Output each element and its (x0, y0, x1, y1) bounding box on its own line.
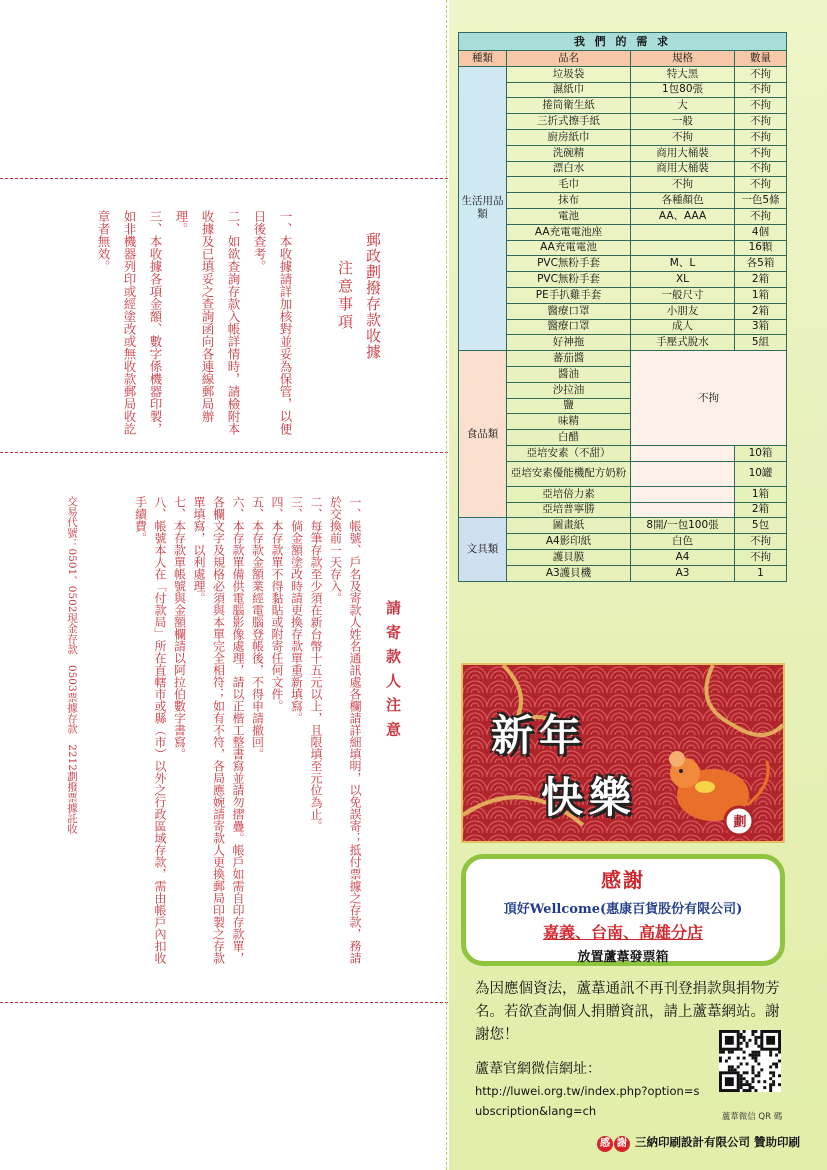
table-cell: PE手扒雞手套 (507, 287, 631, 303)
category-food: 食品類 (459, 351, 507, 518)
table-cell: 不拘 (735, 114, 787, 130)
table-cell (631, 240, 735, 256)
banner-seal: 劃 (733, 815, 747, 830)
banner-line1: 新年 (491, 711, 588, 760)
table-cell: 抹布 (507, 193, 631, 209)
table-cell: 白色 (631, 534, 735, 550)
table-row (459, 240, 787, 256)
table-row (459, 272, 787, 288)
table-cell (631, 445, 735, 461)
needs-panel (449, 0, 827, 1170)
table-cell: 白醋 (507, 430, 631, 446)
table-cell: 1包80張 (631, 82, 735, 98)
banner-line2: 快樂 (541, 773, 638, 822)
thanks-company: 頂好Wellcome(惠康百貨股份有限公司) (503, 902, 743, 917)
table-row (459, 486, 787, 502)
depositor-note-1: 一、帳號、戶名及寄款人姓名通訊處各欄請詳細填明，以免誤寄；抵付票據之存款，務請於交換前一天存入。 (328, 496, 362, 964)
depositor-notes (130, 496, 364, 966)
table-cell: 捲筒衛生紙 (507, 98, 631, 114)
table-cell: 5包 (735, 518, 787, 534)
table-cell (631, 502, 735, 518)
table-row (459, 565, 787, 581)
table-cell: 亞培安素優能機配方奶粉 (507, 461, 631, 486)
table-cell: 廚房紙巾 (507, 129, 631, 145)
receipt-note-3: 三、本收據各項金額、數字係機器印製，如非機器列印或經塗改或無收款郵局收訖章者無效。 (96, 210, 163, 435)
table-row (459, 287, 787, 303)
receipt-note-2: 二、如欲查詢存款入帳詳情時，請檢附本收據及已填妥之查詢函向各連線郵局辦理。 (174, 210, 241, 435)
table-cell: 毛巾 (507, 177, 631, 193)
qr-code-icon (719, 1030, 781, 1092)
table-cell: 亞培普寧勝 (507, 502, 631, 518)
table-cell: 2箱 (735, 303, 787, 319)
panel-divider (446, 0, 447, 1170)
table-row (459, 114, 787, 130)
table-cell: 不拘 (735, 66, 787, 82)
table-cell: 商用大桶裝 (631, 161, 735, 177)
fold-line-middle (0, 452, 448, 453)
receipt-notes (90, 210, 298, 442)
table-row (459, 98, 787, 114)
table-cell: 一色5條 (735, 193, 787, 209)
table-cell: 不拘 (735, 82, 787, 98)
depositor-note-6: 六、本存款單備供電腦影像處理，請以正楷工整書寫並請勿摺疊。帳戶如需自印存款單，各欄文字及規格必須與本單完全相符；如有不符，各局應婉請寄款人更換郵局印製之存款單填寫，以利處理。 (192, 496, 245, 964)
fold-line-bottom (0, 1002, 448, 1003)
table-cell (631, 224, 735, 240)
table-cell: AA充電電池座 (507, 224, 631, 240)
table-cell: M、L (631, 256, 735, 272)
table-cell: AA充電電池 (507, 240, 631, 256)
wechat-label: 蘆葦官網微信網址： (475, 1061, 601, 1077)
table-row (459, 208, 787, 224)
table-cell: 10箱 (735, 445, 787, 461)
table-cell: 1 (735, 565, 787, 581)
table-cell: 沙拉油 (507, 382, 631, 398)
table-row (459, 445, 787, 461)
table-row (459, 161, 787, 177)
table-cell: 16顆 (735, 240, 787, 256)
table-cell: 電池 (507, 208, 631, 224)
table-row (459, 303, 787, 319)
table-cell: 護貝膜 (507, 549, 631, 565)
category-stationery: 文具類 (459, 518, 507, 581)
table-cell: 5組 (735, 335, 787, 351)
table-cell: 不拘 (735, 129, 787, 145)
table-row (459, 193, 787, 209)
table-cell: 4個 (735, 224, 787, 240)
table-cell: 醬油 (507, 366, 631, 382)
table-cell: 不拘 (735, 177, 787, 193)
table-cell: 1箱 (735, 287, 787, 303)
table-cell (631, 486, 735, 502)
table-cell: 亞培倍力素 (507, 486, 631, 502)
table-cell: 醫療口罩 (507, 319, 631, 335)
transaction-codes: 交易代號：0501、0502現金存款 0503票據存款 2212劃撥票據託收 (66, 496, 78, 834)
table-cell: 垃圾袋 (507, 66, 631, 82)
table-row (459, 502, 787, 518)
table-cell: 大 (631, 98, 735, 114)
depositor-note-4: 四、本存款單不得黏貼或附寄任何文件。 (270, 496, 284, 712)
table-cell: 洗碗精 (507, 145, 631, 161)
table-cell: 成人 (631, 319, 735, 335)
table-cell: 2箱 (735, 502, 787, 518)
table-row (459, 129, 787, 145)
table-cell: 好神拖 (507, 335, 631, 351)
depositor-note-3: 三、倘金額塗改時請更換存款單重新填寫。 (289, 496, 304, 724)
table-cell: 一般尺寸 (631, 287, 735, 303)
table-cell: A3 (631, 565, 735, 581)
new-year-banner (461, 663, 785, 843)
table-row (459, 335, 787, 351)
table-row (459, 224, 787, 240)
table-cell: PVC無粉手套 (507, 256, 631, 272)
table-cell: 各5箱 (735, 256, 787, 272)
table-cell: 不拘 (631, 129, 735, 145)
table-cell: 醫療口罩 (507, 303, 631, 319)
table-cell: PVC無粉手套 (507, 272, 631, 288)
fold-line-top (0, 178, 448, 179)
table-cell: XL (631, 272, 735, 288)
table-cell: 漂白水 (507, 161, 631, 177)
table-cell: A4 (631, 549, 735, 565)
privacy-notice: 為因應個資法，蘆葦通訊不再刊登捐款與捐物芳名。若欲查詢個人捐贈資訊，請上蘆葦網站。謝謝您！ (475, 981, 780, 1043)
table-cell: 不拘 (735, 208, 787, 224)
header-category: 種類 (459, 51, 507, 67)
table-row (459, 534, 787, 550)
receipt-note-1: 一、本收據請詳加核對並妥為保管，以便日後查考。 (252, 210, 293, 435)
thanks-action: 放置蘆葦發票箱 (577, 950, 669, 965)
table-cell: A4影印紙 (507, 534, 631, 550)
table-row (459, 549, 787, 565)
receipt-subtitle: 注意事項 (336, 260, 354, 332)
table-cell: 不拘 (735, 98, 787, 114)
table-cell: AA、AAA (631, 208, 735, 224)
thanks-badge-1: 感 (597, 1136, 613, 1152)
sponsor-line (597, 1134, 800, 1152)
sponsor-text: 三納印刷設計有限公司 贊助印刷 (635, 1135, 801, 1149)
header-qty: 數量 (735, 51, 787, 67)
table-cell: 3箱 (735, 319, 787, 335)
table-cell: 2箱 (735, 272, 787, 288)
depositor-note-5: 五、本存款金額業經電腦登帳後，不得申請撤回。 (250, 496, 265, 760)
depositor-note-8: 八、帳號本人在「付款局」所在直轄市或縣（市）以外之行政區域存款，需由帳戶內扣收手續費。 (133, 496, 167, 964)
table-cell: 商用大桶裝 (631, 145, 735, 161)
wechat-url[interactable]: http://luwei.org.tw/index.php?option=subscription&lang=ch (475, 1084, 700, 1118)
table-cell: 手壓式脫水 (631, 335, 735, 351)
table-row (459, 319, 787, 335)
table-cell: A3護貝機 (507, 565, 631, 581)
table-cell: 不拘 (631, 177, 735, 193)
depositor-note-2: 二、每筆存款至少須在新台幣十五元以上，且限填至元位為止。 (309, 496, 323, 832)
table-row (459, 145, 787, 161)
table-cell: 特大黑 (631, 66, 735, 82)
table-row (459, 351, 787, 367)
table-cell: 三折式擦手紙 (507, 114, 631, 130)
table-cell: 蕃茄醬 (507, 351, 631, 367)
table-row (459, 256, 787, 272)
table-row (459, 66, 787, 82)
thanks-badge-2: 謝 (614, 1136, 630, 1152)
table-cell: 亞培安素（不甜） (507, 445, 631, 461)
receipt-title: 郵政劃撥存款收據 (364, 232, 382, 360)
thanks-branches: 嘉義、台南、高雄分店 (542, 923, 703, 942)
thanks-title: 感謝 (601, 868, 645, 892)
table-cell: 味精 (507, 414, 631, 430)
table-cell: 不拘 (735, 534, 787, 550)
table-row (459, 82, 787, 98)
table-cell: 10罐 (735, 461, 787, 486)
table-cell (631, 461, 735, 486)
table-row (459, 177, 787, 193)
table-cell: 一般 (631, 114, 735, 130)
header-item: 品名 (507, 51, 631, 67)
header-spec: 規格 (631, 51, 735, 67)
needs-table-title: 我 們 的 需 求 (459, 33, 787, 51)
table-cell: 濕紙巾 (507, 82, 631, 98)
table-cell: 不拘 (735, 549, 787, 565)
table-cell: 8開/一包100張 (631, 518, 735, 534)
table-cell: 鹽 (507, 398, 631, 414)
table-row (459, 461, 787, 486)
table-cell: 不拘 (735, 161, 787, 177)
table-cell: 小朋友 (631, 303, 735, 319)
qr-label: 蘆葦微信 QR 碼 (721, 1112, 783, 1122)
depositor-note-7: 七、本存款單帳號與金額欄請以阿拉伯數字書寫。 (172, 496, 187, 760)
table-row (459, 518, 787, 534)
depositor-title: 請 寄 款 人 注 意 (384, 600, 402, 739)
thanks-box (461, 854, 785, 966)
table-cell: 1箱 (735, 486, 787, 502)
table-cell: 不拘 (735, 145, 787, 161)
table-cell: 圖畫紙 (507, 518, 631, 534)
category-daily: 生活用品類 (459, 66, 507, 350)
table-cell: 各種顏色 (631, 193, 735, 209)
table-cell: 不拘 (631, 351, 787, 446)
needs-table (458, 32, 787, 582)
